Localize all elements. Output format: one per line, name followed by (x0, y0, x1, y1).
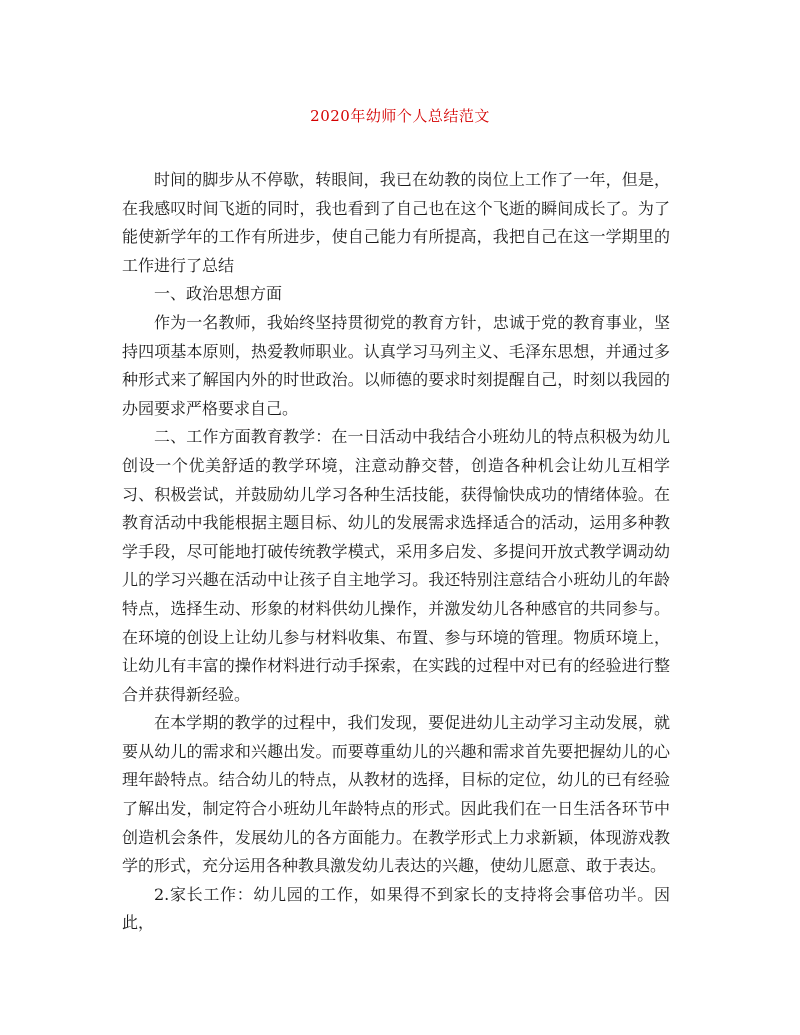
section-heading-politics: 一、政治思想方面 (154, 284, 283, 304)
paragraph-work-teaching: 二、工作方面教育教学：在一日活动中我结合小班幼儿的特点积极为幼儿创设一个优美舒适的教学环境，注意动静交替，创造各种机会让幼儿互相学习、积极尝试，并鼓励幼儿学习各种生活技能，获得愉快成功的情绪体验。在教育活动中我能根据主题目标、幼儿的发展需求选择适合的活动，运用多种教学手段，尽可能地打破传统教学模式，采用多启发、多提问开放式教学调动幼儿的学习兴趣在活动中让孩子自主地学习。我还特别注意结合小班幼儿的年龄特点，选择生动、形象的材料供幼儿操作，并激发幼儿各种感官的共同参与。在环境的创设上让幼儿参与材料收集、布置、参与环境的管理。物质环境上，让幼儿有丰富的操作材料进行动手探索，在实践的过程中对已有的经验进行整合并获得新经验。 (122, 427, 670, 704)
paragraph-intro: 时间的脚步从不停歇，转眼间，我已在幼教的岗位上工作了一年，但是，在我感叹时间飞逝的同时，我也看到了自己也在这个飞逝的瞬间成长了。为了能使新学年的工作有所进步，使自己能力有所提高，我把自己在这一学期里的工作进行了总结 (122, 170, 670, 275)
document-title: 2020年幼师个人总结范文 (310, 107, 490, 125)
document-body (122, 166, 670, 938)
paragraph-politics: 作为一名教师，我始终坚持贯彻党的教育方针，忠诚于党的教育事业，坚持四项基本原则，热爱教师职业。认真学习马列主义、毛泽东思想，并通过多种形式来了解国内外的时世政治。以师德的要求时刻提醒自己，时刻以我园的办园要求严格要求自己。 (122, 312, 670, 418)
paragraph-parent-work: 2.家长工作：幼儿园的工作，如果得不到家长的支持将会事倍功半。因此， (122, 884, 670, 933)
paragraph-semester: 在本学期的教学的过程中，我们发现，要促进幼儿主动学习主动发展，就要从幼儿的需求和兴趣出发。而要尊重幼儿的兴趣和需求首先要把握幼儿的心理年龄特点。结合幼儿的特点，从教材的选择，目标的定位，幼儿的已有经验了解出发，制定符合小班幼儿年龄特点的形式。因此我们在一日生活各环节中创造机会条件，发展幼儿的各方面能力。在教学形式上力求新颖，体现游戏教学的形式，充分运用各种教具激发幼儿表达的兴趣，使幼儿愿意、敢于表达。 (122, 713, 670, 876)
